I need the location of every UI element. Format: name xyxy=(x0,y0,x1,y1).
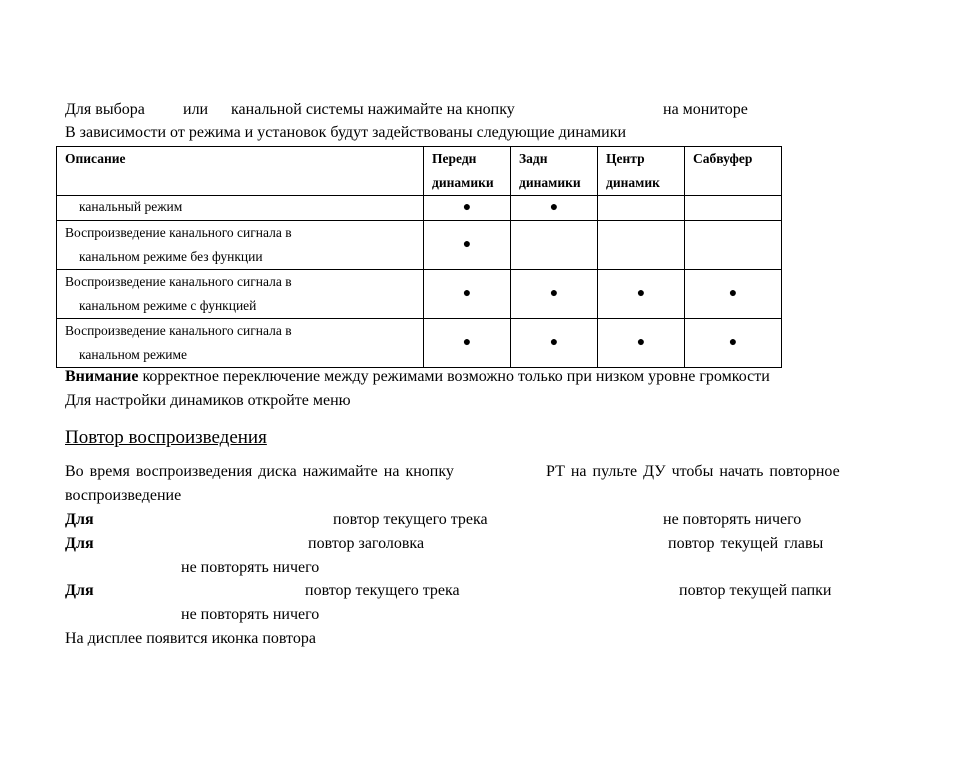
repeat-row-2-label: Для xyxy=(65,535,94,552)
row-description: Воспроизведение канального сигнала в канальном режиме без функции xyxy=(57,221,424,270)
sub-cell xyxy=(685,196,782,221)
table-row xyxy=(57,270,782,319)
repeat-row-2-option-b: повтор текущей главы xyxy=(668,535,824,552)
header-front-speakers: Передн динамики xyxy=(424,147,511,196)
center-cell: ● xyxy=(598,270,685,319)
repeat-row-2-option-a: повтор заголовка xyxy=(308,535,425,552)
header-rear-speakers: Задн динамики xyxy=(511,147,598,196)
repeat-row-3-option-c: не повторять ничего xyxy=(181,606,320,623)
repeat-paragraph-c: воспроизведение xyxy=(65,487,182,504)
table-row xyxy=(57,196,782,221)
header-center-speaker: Центр динамик xyxy=(598,147,685,196)
repeat-row-1-label: Для xyxy=(65,511,94,528)
speaker-table xyxy=(56,146,782,368)
repeat-row-3-option-a: повтор текущего трека xyxy=(305,582,460,599)
attention-note xyxy=(65,366,770,388)
row-description: Воспроизведение канального сигнала в канальном режиме xyxy=(57,319,424,368)
rear-cell xyxy=(511,221,598,270)
front-cell: ● xyxy=(424,319,511,368)
sub-cell: ● xyxy=(685,319,782,368)
repeat-row-3-option-b: повтор текущей папки xyxy=(679,582,832,599)
center-cell: ● xyxy=(598,319,685,368)
row-description: канальный режим xyxy=(57,196,424,221)
intro-line-1-a: Для выбора xyxy=(65,101,145,118)
repeat-row-2-option-c: не повторять ничего xyxy=(181,559,320,576)
attention-text: корректное переключение между режимами возможно только при низком уровне громкости xyxy=(142,368,770,385)
sub-cell xyxy=(685,221,782,270)
repeat-paragraph-a: Во время воспроизведения диска нажимайте на кнопку xyxy=(65,463,454,480)
intro-line-1-c: канальной системы нажимайте на кнопку xyxy=(231,101,515,118)
center-cell xyxy=(598,196,685,221)
rear-cell: ● xyxy=(511,319,598,368)
front-cell: ● xyxy=(424,221,511,270)
rear-cell: ● xyxy=(511,270,598,319)
repeat-row-1-option-b: не повторять ничего xyxy=(663,511,802,528)
repeat-icon-note: На дисплее появится иконка повтора xyxy=(65,630,316,647)
repeat-paragraph-b: РТ на пульте ДУ чтобы начать повторное xyxy=(546,463,840,480)
table-header-row xyxy=(57,147,782,196)
front-cell: ● xyxy=(424,196,511,221)
attention-label: Внимание xyxy=(65,368,139,385)
section-heading: Повтор воспроизведения xyxy=(65,427,267,448)
table-row xyxy=(57,319,782,368)
header-description: Описание xyxy=(57,147,424,196)
sub-cell: ● xyxy=(685,270,782,319)
row-description: Воспроизведение канального сигнала в канальном режиме с функцией xyxy=(57,270,424,319)
intro-line-1-b: или xyxy=(183,101,209,118)
intro-line-2: В зависимости от режима и установок будут задействованы следующие динамики xyxy=(65,124,627,141)
center-cell xyxy=(598,221,685,270)
header-subwoofer: Сабвуфер xyxy=(685,147,782,196)
repeat-row-3-label: Для xyxy=(65,582,94,599)
intro-line-1-d: на мониторе xyxy=(663,101,748,118)
table-row xyxy=(57,221,782,270)
front-cell: ● xyxy=(424,270,511,319)
rear-cell: ● xyxy=(511,196,598,221)
setup-note: Для настройки динамиков откройте меню xyxy=(65,392,351,409)
repeat-row-1-option-a: повтор текущего трека xyxy=(333,511,488,528)
